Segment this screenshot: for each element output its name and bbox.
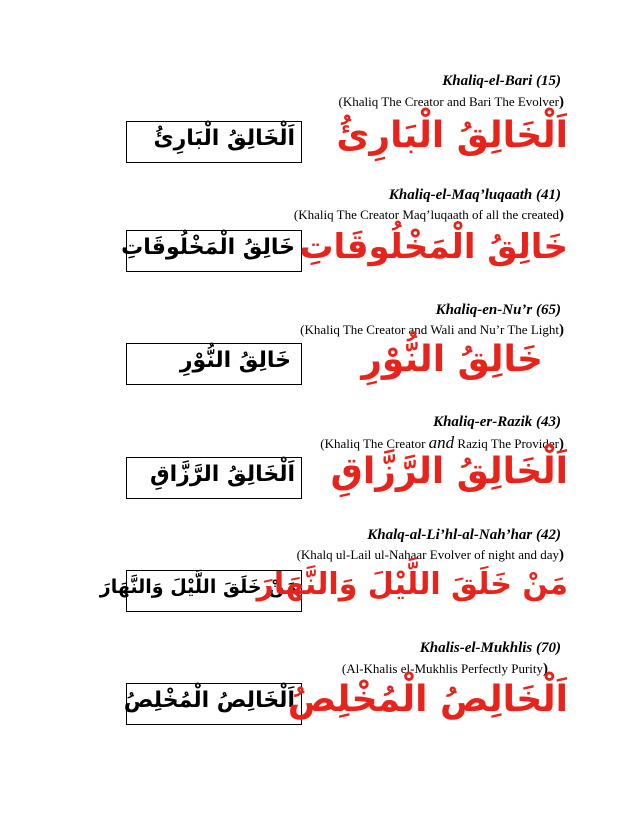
subtitle-close-paren: ) [559,207,564,223]
entry-title: Khaliq-el-Bari (15) [442,73,561,89]
entry-subtitle [294,207,564,224]
calligraphy-black-box [126,457,302,499]
subtitle-text: (Khaliq The Creator and Wali and Nu’r The Light [300,322,559,337]
calligraphy-black-text: خَالِقُ الْمَخْلُوقَاتِ [121,235,295,260]
calligraphy-red-text: خَالِقُ النُّوْرِ [361,339,543,380]
subtitle-close-paren: ) [559,436,564,452]
entry-title: Khalq-al-Li’hl-al-Nah’har (42) [367,527,561,543]
calligraphy-black-text: اَلْخَالِصُ الْمُخْلِصُ [123,688,295,713]
subtitle-emphasis: and [428,433,455,452]
subtitle-close-paren: ) [559,94,564,110]
subtitle-close-paren: ) [559,322,564,338]
calligraphy-black-text: مَنْ خَلَقَ اللَّيْلَ وَالنَّهَارَ [99,576,297,598]
calligraphy-black-box [126,343,302,385]
entry-title: Khaliq-el-Maq’luqaath (41) [388,187,561,203]
subtitle-text: (Khaliq The Creator Maq’luqaath of all the created [293,207,559,222]
calligraphy-red-text: اَلْخَالِقُ الرَّزَّاقِ [330,451,568,492]
subtitle-text-end: Raziq The Provider [454,436,559,451]
entry-subtitle [320,433,564,453]
subtitle-text: (Khalq ul-Lail ul-Nahaar Evolver of night and day [296,547,559,562]
subtitle-close-paren: ) [559,547,564,563]
calligraphy-red-text: اَلْخَالِقُ الْبَارِیُٔ [336,115,568,156]
calligraphy-black-text: اَلْخَالِقُ الرَّزَّاقِ [149,462,295,487]
entry-title: Khaliq-er-Razik (43) [433,414,561,430]
calligraphy-black-text: خَالِقُ النُّوْرِ [179,348,291,373]
entry-subtitle [300,322,564,339]
subtitle-close-paren: ) [543,661,548,677]
subtitle-text: (Khaliq The Creator [320,436,429,451]
subtitle-text: (Al-Khalis el-Mukhlis Perfectly Purity [341,661,543,676]
calligraphy-black-box [123,683,302,725]
entry-title: Khaliq-en-Nu’r (65) [435,302,561,318]
entry-subtitle [342,661,548,678]
calligraphy-red-text: خَالِقُ الْمَخْلُوقَاتِ [299,227,568,267]
calligraphy-red-text: مَنْ خَلَقَ اللَّيْلَ وَالنَّهَارَ [256,567,568,602]
calligraphy-red-text: اَلْخَالِصُ الْمُخْلِصُ [287,679,568,720]
calligraphy-black-box [121,230,302,272]
calligraphy-black-text: اَلْخَالِقُ الْبَارِیُٔ [153,126,295,151]
entry-subtitle [297,547,564,564]
entry-subtitle [339,94,564,111]
calligraphy-black-box [126,121,302,163]
subtitle-text: (Khaliq The Creator and Bari The Evolver [338,94,559,109]
entry-title: Khalis-el-Mukhlis (70) [419,640,561,656]
